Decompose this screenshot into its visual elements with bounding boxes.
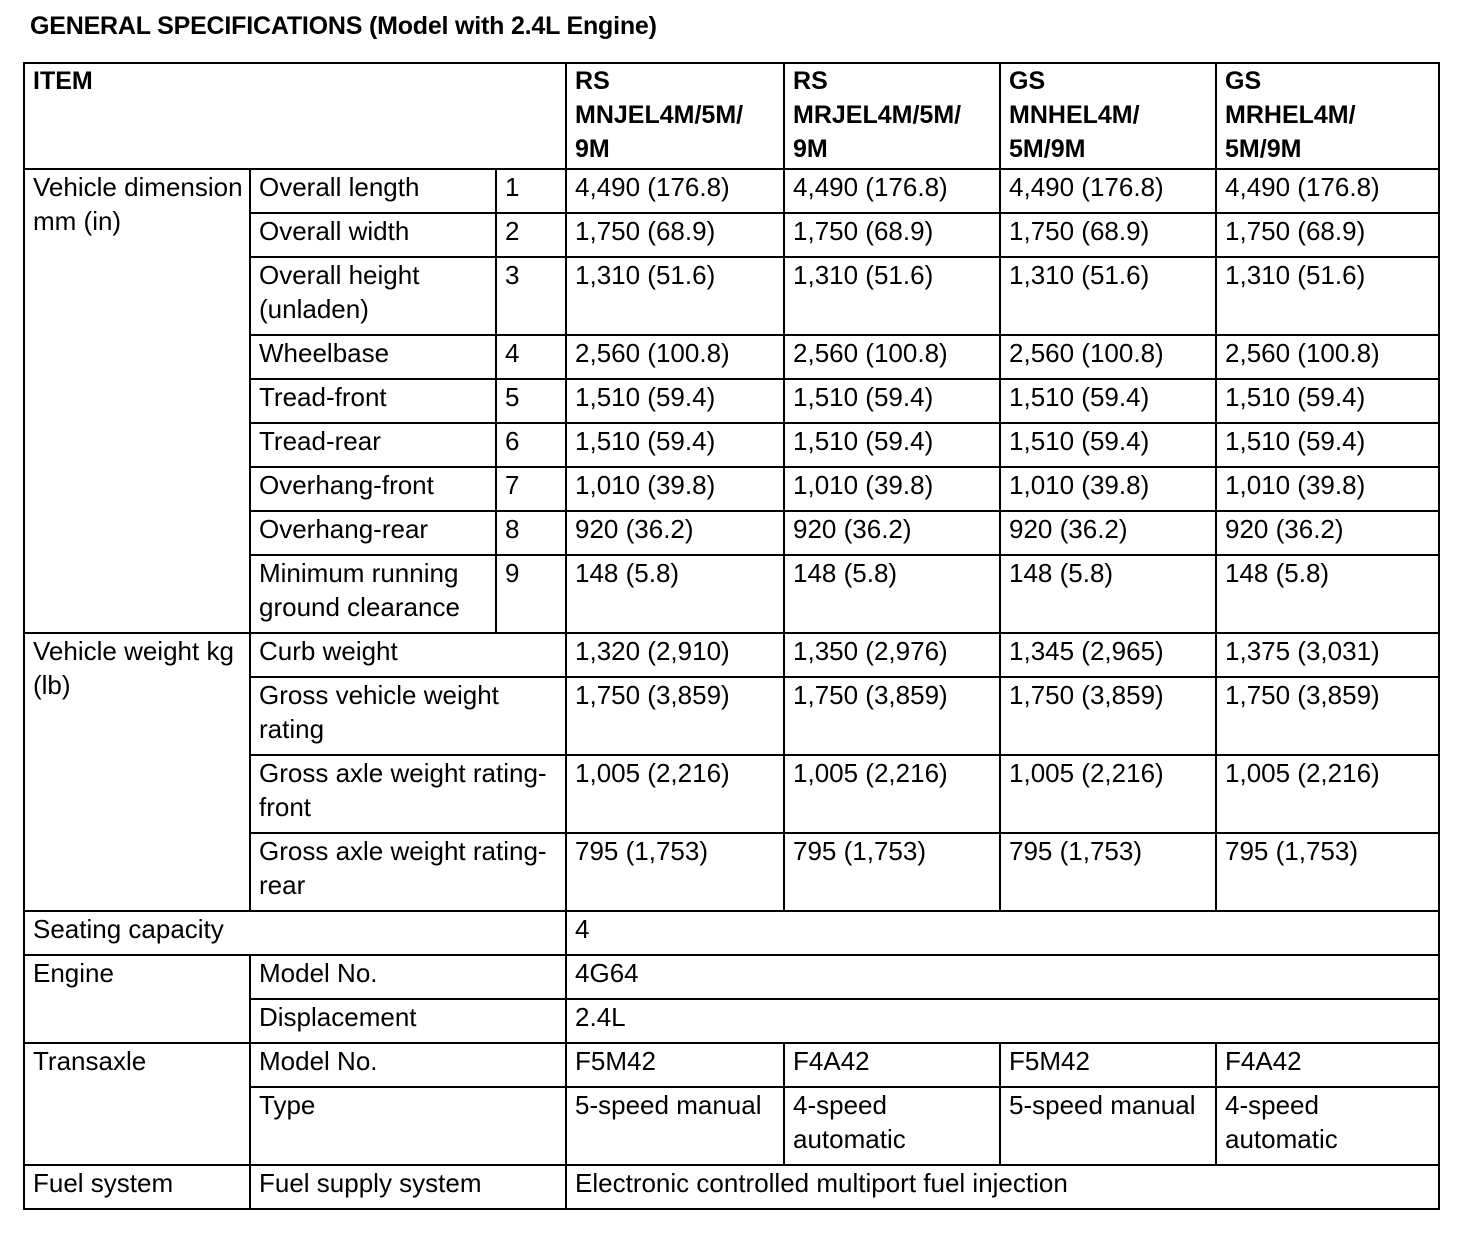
group-label-weight: Vehicle weight kg (lb)	[24, 633, 250, 911]
spec-value: 1,510 (59.4)	[784, 379, 1000, 423]
spec-label: Type	[250, 1087, 566, 1165]
spec-value: 1,310 (51.6)	[784, 257, 1000, 335]
spec-number: 3	[496, 257, 566, 335]
spec-value: 1,510 (59.4)	[1000, 423, 1216, 467]
table-row	[24, 911, 1439, 955]
spec-label: Overall height (unladen)	[250, 257, 496, 335]
table-row	[24, 169, 1439, 213]
spec-label: Gross axle weight rating-rear	[250, 833, 566, 911]
spec-label: Model No.	[250, 955, 566, 999]
spec-value: 1,510 (59.4)	[1000, 379, 1216, 423]
spec-label: Overall width	[250, 213, 496, 257]
spec-value: 920 (36.2)	[566, 511, 784, 555]
spec-value: 148 (5.8)	[1000, 555, 1216, 633]
spec-label: Tread-rear	[250, 423, 496, 467]
spec-value: 1,310 (51.6)	[1000, 257, 1216, 335]
spec-label: Displacement	[250, 999, 566, 1043]
spec-value: 1,510 (59.4)	[784, 423, 1000, 467]
spec-value: 1,750 (68.9)	[566, 213, 784, 257]
spec-label: Overhang-front	[250, 467, 496, 511]
spec-value: 920 (36.2)	[1000, 511, 1216, 555]
spec-value: 1,010 (39.8)	[1216, 467, 1439, 511]
engine-displacement-value: 2.4L	[566, 999, 1439, 1043]
model-code-suffix: 5M/9M	[1225, 135, 1302, 163]
model-code: MNJEL4M/5M/	[575, 101, 744, 129]
spec-value: 2,560 (100.8)	[1216, 335, 1439, 379]
model-series: GS	[1009, 67, 1046, 95]
spec-number: 9	[496, 555, 566, 633]
spec-value: 148 (5.8)	[1216, 555, 1439, 633]
spec-number: 8	[496, 511, 566, 555]
model-code: MNHEL4M/	[1009, 101, 1140, 129]
spec-value: 1,510 (59.4)	[1216, 423, 1439, 467]
spec-number: 2	[496, 213, 566, 257]
model-header	[1000, 63, 1216, 169]
spec-value: 920 (36.2)	[784, 511, 1000, 555]
model-code-suffix: 9M	[793, 135, 828, 163]
spec-value: 1,750 (3,859)	[784, 677, 1000, 755]
spec-value: 1,375 (3,031)	[1216, 633, 1439, 677]
transaxle-type-value: 5-speed manual	[566, 1087, 784, 1165]
spec-value: 1,750 (3,859)	[1216, 677, 1439, 755]
spec-label: Gross axle weight rating-front	[250, 755, 566, 833]
spec-value: 1,010 (39.8)	[1000, 467, 1216, 511]
seating-label: Seating capacity	[24, 911, 566, 955]
group-label-engine: Engine	[24, 955, 250, 1043]
spec-value: 4,490 (176.8)	[784, 169, 1000, 213]
spec-label: Overall length	[250, 169, 496, 213]
spec-value: 2,560 (100.8)	[784, 335, 1000, 379]
spec-value: 4,490 (176.8)	[1216, 169, 1439, 213]
spec-value: 4,490 (176.8)	[1000, 169, 1216, 213]
group-label-dimensions: Vehicle dimension mm (in)	[24, 169, 250, 633]
table-row	[24, 1043, 1439, 1087]
transaxle-model-value: F4A42	[784, 1043, 1000, 1087]
model-code-suffix: 9M	[575, 135, 610, 163]
model-code: MRHEL4M/	[1225, 101, 1356, 129]
model-code-suffix: 5M/9M	[1009, 135, 1086, 163]
spec-label: Overhang-rear	[250, 511, 496, 555]
transaxle-type-value: 4-speed automatic	[1216, 1087, 1439, 1165]
spec-value: 1,005 (2,216)	[566, 755, 784, 833]
spec-value: 1,310 (51.6)	[566, 257, 784, 335]
spec-value: 1,320 (2,910)	[566, 633, 784, 677]
spec-label: Tread-front	[250, 379, 496, 423]
model-code: MRJEL4M/5M/	[793, 101, 962, 129]
spec-value: 1,750 (3,859)	[566, 677, 784, 755]
spec-value: 1,750 (68.9)	[1000, 213, 1216, 257]
spec-value: 1,510 (59.4)	[566, 423, 784, 467]
spec-value: 2,560 (100.8)	[1000, 335, 1216, 379]
group-label-transaxle: Transaxle	[24, 1043, 250, 1165]
model-series: GS	[1225, 67, 1262, 95]
spec-label: Model No.	[250, 1043, 566, 1087]
model-series: RS	[575, 67, 610, 95]
page-title: GENERAL SPECIFICATIONS (Model with 2.4L Engine)	[30, 12, 657, 40]
transaxle-type-value: 4-speed automatic	[784, 1087, 1000, 1165]
spec-value: 1,310 (51.6)	[1216, 257, 1439, 335]
spec-value: 148 (5.8)	[566, 555, 784, 633]
table-row	[24, 633, 1439, 677]
spec-value: 1,005 (2,216)	[1216, 755, 1439, 833]
spec-value: 1,750 (68.9)	[1216, 213, 1439, 257]
spec-label: Wheelbase	[250, 335, 496, 379]
spec-label: Fuel supply system	[250, 1165, 566, 1209]
model-header	[784, 63, 1000, 169]
spec-value: 2,560 (100.8)	[566, 335, 784, 379]
table-row	[24, 955, 1439, 999]
spec-number: 5	[496, 379, 566, 423]
spec-value: 1,345 (2,965)	[1000, 633, 1216, 677]
spec-value: 4,490 (176.8)	[566, 169, 784, 213]
seating-value: 4	[566, 911, 1439, 955]
spec-number: 7	[496, 467, 566, 511]
table-row	[24, 1165, 1439, 1209]
transaxle-model-value: F5M42	[1000, 1043, 1216, 1087]
model-header	[1216, 63, 1439, 169]
spec-value: 148 (5.8)	[784, 555, 1000, 633]
item-header: ITEM	[24, 63, 566, 169]
spec-value: 1,750 (3,859)	[1000, 677, 1216, 755]
group-label-fuel: Fuel system	[24, 1165, 250, 1209]
spec-value: 1,010 (39.8)	[784, 467, 1000, 511]
spec-value: 795 (1,753)	[566, 833, 784, 911]
spec-value: 795 (1,753)	[784, 833, 1000, 911]
spec-value: 1,510 (59.4)	[566, 379, 784, 423]
spec-value: 1,010 (39.8)	[566, 467, 784, 511]
spec-number: 4	[496, 335, 566, 379]
spec-value: 1,005 (2,216)	[1000, 755, 1216, 833]
spec-label: Curb weight	[250, 633, 566, 677]
spec-value: 795 (1,753)	[1000, 833, 1216, 911]
spec-number: 6	[496, 423, 566, 467]
spec-value: 1,510 (59.4)	[1216, 379, 1439, 423]
transaxle-model-value: F4A42	[1216, 1043, 1439, 1087]
fuel-value: Electronic controlled multiport fuel injection	[566, 1165, 1439, 1209]
model-series: RS	[793, 67, 828, 95]
spec-value: 920 (36.2)	[1216, 511, 1439, 555]
spec-number: 1	[496, 169, 566, 213]
spec-label: Gross vehicle weight rating	[250, 677, 566, 755]
transaxle-model-value: F5M42	[566, 1043, 784, 1087]
spec-table	[23, 62, 1440, 1210]
engine-model-value: 4G64	[566, 955, 1439, 999]
spec-value: 795 (1,753)	[1216, 833, 1439, 911]
spec-value: 1,750 (68.9)	[784, 213, 1000, 257]
transaxle-type-value: 5-speed manual	[1000, 1087, 1216, 1165]
spec-label: Minimum running ground clearance	[250, 555, 496, 633]
spec-value: 1,005 (2,216)	[784, 755, 1000, 833]
spec-value: 1,350 (2,976)	[784, 633, 1000, 677]
model-header	[566, 63, 784, 169]
header-row	[24, 63, 1439, 169]
